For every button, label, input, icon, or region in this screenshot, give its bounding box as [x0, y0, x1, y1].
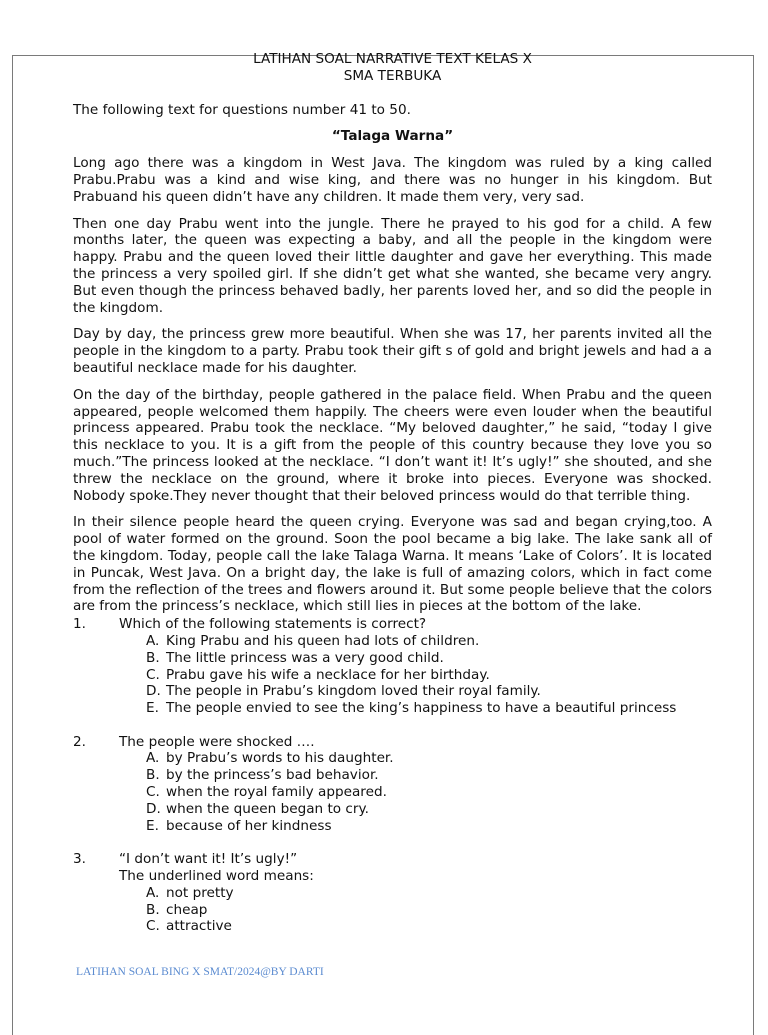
option-text: because of her kindness — [166, 817, 332, 834]
document-content — [73, 51, 712, 952]
question-3 — [73, 851, 712, 935]
answer-option — [73, 633, 712, 650]
story-paragraph: Day by day, the princess grew more beautiful. When she was 17, her parents invited all the people in the kingdom to a party. Prabu took their gift s of gold and bright jewels and had a a beautiful necklace made for his daughter. — [73, 326, 712, 376]
option-text: The little princess was a very good child. — [166, 649, 444, 666]
header-subtitle: SMA TERBUKA — [343, 67, 442, 84]
option-letter: C. — [146, 918, 160, 935]
option-letter: E. — [146, 700, 159, 717]
question-1 — [73, 616, 712, 717]
option-letter: B. — [146, 767, 160, 784]
question-text: “I don’t want it! It’s ugly!” — [119, 851, 298, 868]
question-number: 2. — [73, 733, 86, 750]
question-text: The people were shocked …. — [119, 733, 315, 750]
option-text: The people envied to see the king’s happiness to have a beautiful princess — [166, 700, 677, 717]
story-paragraph: Long ago there was a kingdom in West Java. The kingdom was ruled by a king called Prabu.Prabu was a kind and wise king, and there was no hunger in his kingdom. But Prabuand his queen didn’t have any children. It made them very, very sad. — [73, 155, 712, 205]
option-letter: C. — [146, 666, 160, 683]
question-2 — [73, 734, 712, 835]
story-title: “Talaga Warna” — [331, 128, 454, 145]
story-paragraph: Then one day Prabu went into the jungle. There he prayed to his god for a child. A few months later, the queen was expecting a baby, and all the people in the kingdom were happy. Prabu and the queen loved their little daughter and gave her everything. This made the princess a very spoiled girl. If she didn’t get what she wanted, she became very angry. But even though the princess behaved badly, her parents loved her, and so did the people in the kingdom. — [73, 215, 712, 316]
option-text: The people in Prabu’s kingdom loved their royal family. — [166, 683, 541, 700]
answer-option — [73, 918, 712, 935]
question-text: Which of the following statements is correct? — [119, 616, 427, 633]
option-letter: A. — [146, 632, 160, 649]
option-text: Prabu gave his wife a necklace for her birthday. — [166, 666, 490, 683]
answer-option — [73, 902, 712, 919]
option-letter: C. — [146, 784, 160, 801]
option-text: King Prabu and his queen had lots of children. — [166, 632, 480, 649]
story-paragraph: In their silence people heard the queen crying. Everyone was sad and began crying,too. A pool of water formed on the ground. Soon the pool became a big lake. The lake sank all of the kingdom. Today, people call the lake Talaga Warna. It means ‘Lake of Colors’. It is located in Puncak, West Java. On a bright day, the lake is full of amazing colors, which in fact come from the reflection of the trees and flowers around it. But some people believe that the colors are from the princess’s necklace, which still lies in pieces at the bottom of the lake. — [73, 514, 712, 615]
answer-option — [73, 667, 712, 684]
option-letter: B. — [146, 901, 160, 918]
option-letter: D. — [146, 683, 161, 700]
answer-option — [73, 700, 712, 717]
question-number: 3. — [73, 851, 86, 868]
option-letter: A. — [146, 884, 160, 901]
question-subtext: The underlined word means: — [119, 868, 314, 885]
answer-option — [73, 767, 712, 784]
question-number: 1. — [73, 616, 86, 633]
answer-option — [73, 650, 712, 667]
answer-option — [73, 885, 712, 902]
option-text: not pretty — [166, 884, 234, 901]
header-title: LATIHAN SOAL NARRATIVE TEXT KELAS X — [253, 51, 532, 67]
option-letter: E. — [146, 817, 159, 834]
answer-option — [73, 801, 712, 818]
option-letter: A. — [146, 750, 160, 767]
option-letter: B. — [146, 649, 160, 666]
option-text: when the royal family appeared. — [166, 784, 387, 801]
option-text: by Prabu’s words to his daughter. — [166, 750, 394, 767]
option-text: attractive — [166, 918, 232, 935]
option-letter: D. — [146, 800, 161, 817]
answer-option — [73, 818, 712, 835]
page-footer: LATIHAN SOAL BING X SMAT/2024@BY DARTI — [76, 966, 324, 978]
option-text: when the queen began to cry. — [166, 800, 369, 817]
story-paragraph: On the day of the birthday, people gathered in the palace field. When Prabu and the queen appeared, people welcomed them happily. The cheers were even louder when the beautiful princess appeared. Prabu took the necklace. “My beloved daughter,” he said, “today I give this necklace to you. It is a gift from the people of this country because they love you so much.”The princess looked at the necklace. “I don’t want it! It’s ugly!” she shouted, and she threw the necklace on the ground, where it broke into pieces. Everyone was shocked. Nobody spoke.They never thought that their beloved princess would do that terrible thing. — [73, 386, 712, 504]
option-text: by the princess’s bad behavior. — [166, 767, 379, 784]
answer-option — [73, 683, 712, 700]
question-list — [73, 616, 712, 935]
answer-option — [73, 784, 712, 801]
intro-text: The following text for questions number 41 to 50. — [73, 101, 411, 118]
option-text: cheap — [166, 901, 208, 918]
answer-option — [73, 750, 712, 767]
